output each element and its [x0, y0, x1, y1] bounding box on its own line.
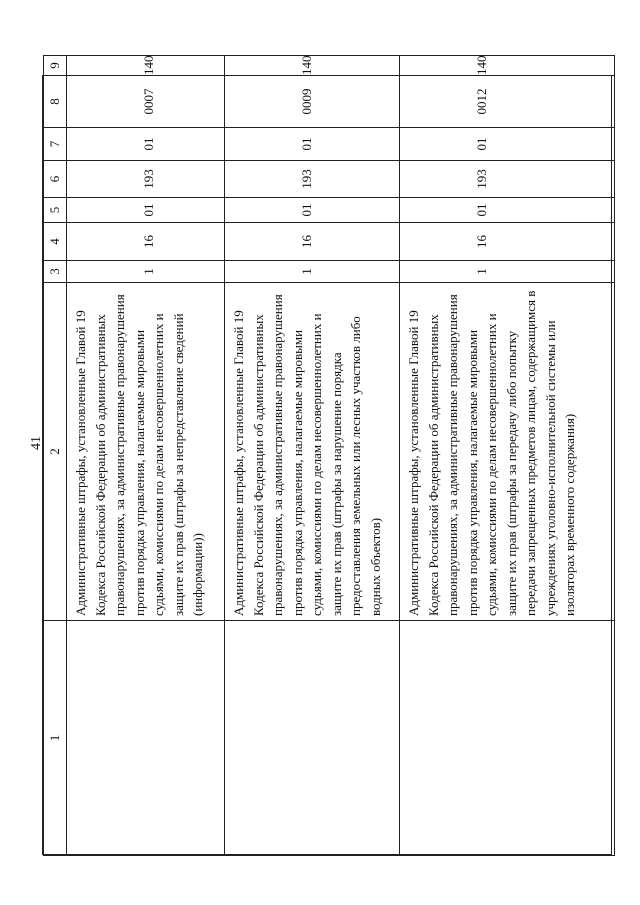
- cell-col3: 1: [225, 261, 400, 283]
- table-row: [67, 56, 225, 856]
- cell-col3: 1: [400, 261, 615, 283]
- column-number: 7: [44, 128, 67, 161]
- cell-col4: 16: [67, 223, 225, 261]
- column-number: 8: [44, 76, 67, 128]
- column-number: 2: [44, 283, 67, 621]
- cell-col3: 1: [67, 261, 225, 283]
- cell-col8: 0009: [225, 76, 400, 128]
- table-row: [400, 56, 615, 856]
- cell-col8: 0007: [67, 76, 225, 128]
- column-number-row: [44, 56, 67, 856]
- cell-col9: 140: [400, 56, 615, 76]
- cell-col6: 193: [67, 161, 225, 198]
- cell-col7: 01: [225, 128, 400, 161]
- cell-col6: 193: [400, 161, 615, 198]
- cell-col5: 01: [67, 198, 225, 223]
- cell-col8: 0012: [400, 76, 615, 128]
- column-number: 9: [44, 56, 67, 76]
- column-number: 6: [44, 161, 67, 198]
- column-number: 5: [44, 198, 67, 223]
- cell-col1: [400, 621, 615, 856]
- cell-col4: 16: [400, 223, 615, 261]
- table-sheet: [42, 55, 612, 855]
- cell-col1: [67, 621, 225, 856]
- cell-col4: 16: [225, 223, 400, 261]
- cell-col6: 193: [225, 161, 400, 198]
- column-number: 3: [44, 261, 67, 283]
- cell-description: Административные штрафы, установленные Главой 19 Кодекса Российской Федерации об административных правонарушениях, за административные правонарушения против порядка управления, налагаемые мировыми судьями, комиссиями по делам несовершеннолетних и защите их прав (штрафы за передачу либо попытку передачи запрещенных предметов лицам, содержащимся в учреждениях уголовно-исполнительной системы или изоляторах временного содержания): [400, 283, 615, 621]
- column-number: 4: [44, 223, 67, 261]
- page-number: 41: [29, 436, 44, 450]
- cell-col7: 01: [67, 128, 225, 161]
- cell-col7: 01: [400, 128, 615, 161]
- cell-col5: 01: [225, 198, 400, 223]
- cell-description: Административные штрафы, установленные Главой 19 Кодекса Российской Федерации об административных правонарушениях, за административные правонарушения против порядка управления, налагаемые мировыми судьями, комиссиями по делам несовершеннолетних и защите их прав (штрафы за нарушение порядка предоставления земельных или лесных участков либо водных объектов): [225, 283, 400, 621]
- column-number: 1: [44, 621, 67, 856]
- rotated-table-container: [43, 55, 613, 856]
- table-row: [225, 56, 400, 856]
- cell-col9: 140: [67, 56, 225, 76]
- budget-codes-table: [43, 55, 615, 856]
- cell-col9: 140: [225, 56, 400, 76]
- cell-description: Административные штрафы, установленные Главой 19 Кодекса Российской Федерации об административных правонарушениях, за административные правонарушения против порядка управления, налагаемые мировыми судьями, комиссиями по делам несовершеннолетних и защите их прав (штрафы за непредставление сведений (информации)): [67, 283, 225, 621]
- cell-col1: [225, 621, 400, 856]
- cell-col5: 01: [400, 198, 615, 223]
